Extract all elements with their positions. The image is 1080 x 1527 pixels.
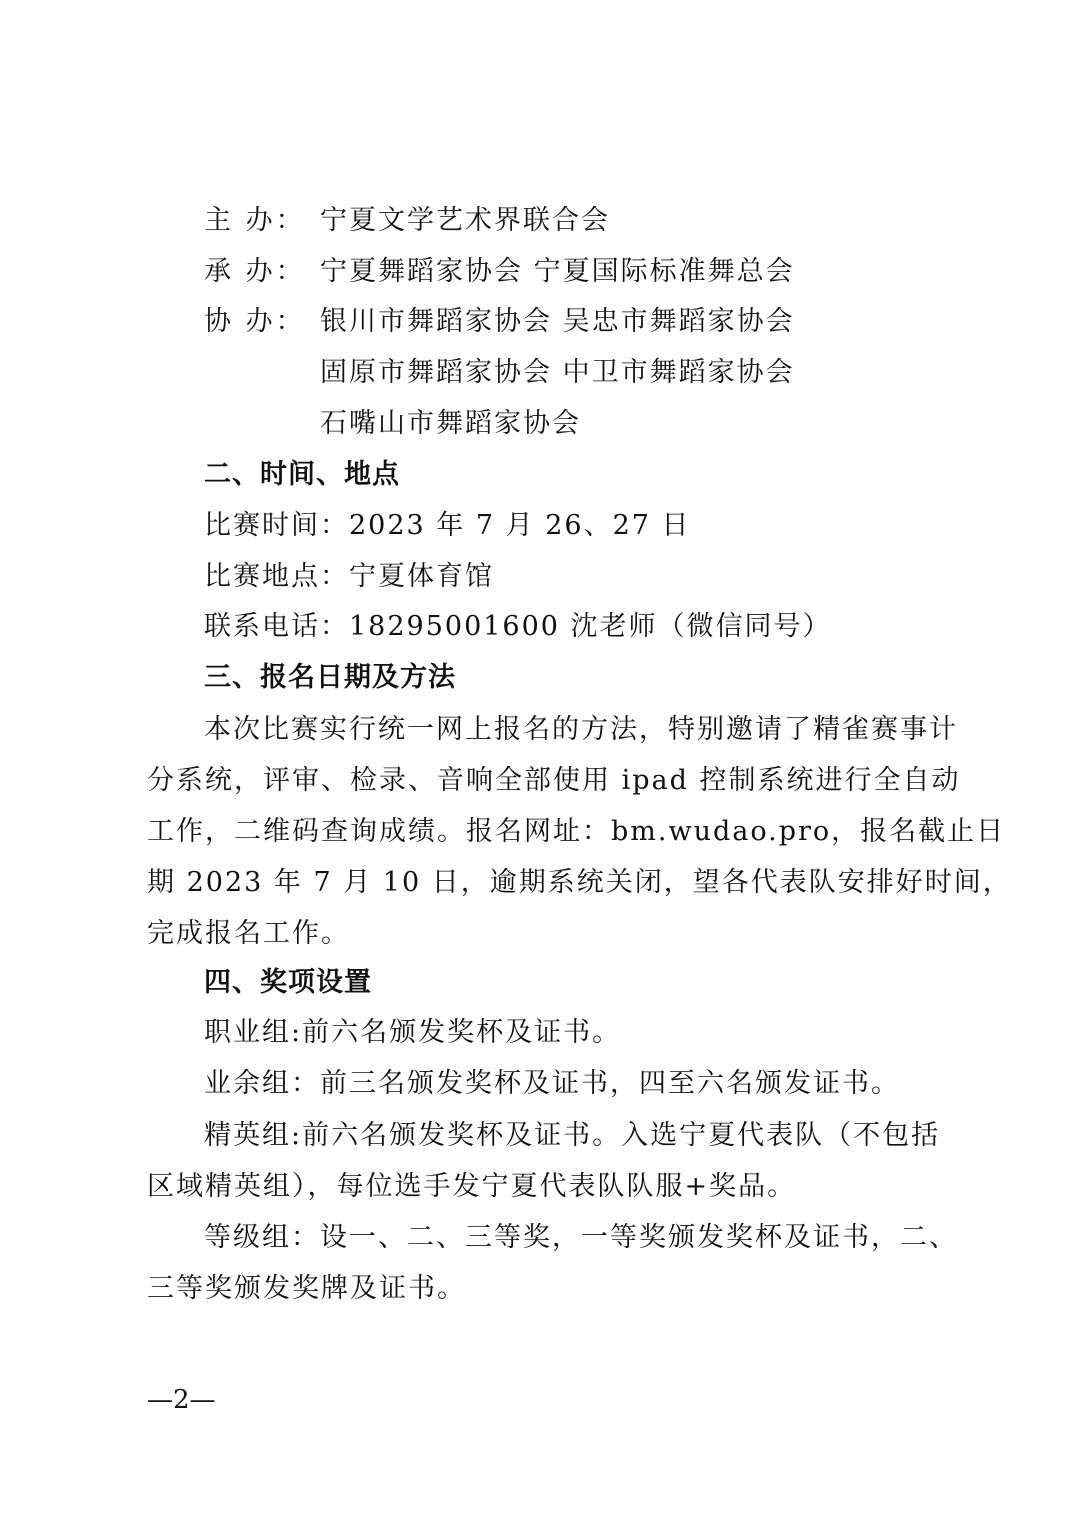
organizer-co-value-3: 石嘴山市舞蹈家协会 [320, 408, 581, 439]
award-elite-line: 精英组:前六名颁发奖杯及证书。入选宁夏代表队（不包括 [204, 1120, 941, 1151]
organizer-host-label: 主 办： [204, 205, 306, 236]
award-elite-line: 区域精英组），每位选手发宁夏代表队队服+奖品。 [147, 1171, 797, 1202]
registration-line: 分系统，评审、检录、音响全部使用 ipad 控制系统进行全自动 [147, 765, 961, 796]
award-elite [147, 1110, 947, 1212]
registration-line: 完成报名工作。 [147, 918, 350, 949]
organizer-co-value-1: 银川市舞蹈家协会 吴忠市舞蹈家协会 [320, 306, 795, 337]
award-amateur: 业余组：前三名颁发奖杯及证书，四至六名颁发证书。 [204, 1068, 900, 1099]
competition-place: 比赛地点：宁夏体育馆 [204, 561, 494, 592]
award-grade-line: 三等奖颁发奖牌及证书。 [147, 1273, 466, 1304]
registration-line: 本次比赛实行统一网上报名的方法，特别邀请了精雀赛事计 [204, 714, 958, 745]
organizer-co-cont-1 [0, 348, 1080, 398]
section-heading-awards: 四、奖项设置 [204, 967, 372, 998]
organizer-undertaker [0, 247, 1080, 297]
award-grade-line: 等级组：设一、二、三等奖，一等奖颁发奖杯及证书，二、 [204, 1222, 958, 1253]
contact-phone: 联系电话：18295001600 沈老师（微信同号） [204, 611, 832, 642]
organizer-co [0, 297, 1080, 347]
award-grade [147, 1212, 958, 1314]
registration-line: 工作，二维码查询成绩。报名网址：bm.wudao.pro，报名截止日 [147, 816, 1006, 847]
organizer-undertaker-label: 承 办： [204, 256, 306, 287]
organizer-host [0, 196, 1080, 246]
registration-line: 期 2023 年 7 月 10 日，逾期系统关闭，望各代表队安排好时间， [147, 867, 1012, 898]
competition-time: 比赛时间：2023 年 7 月 26、27 日 [204, 510, 691, 541]
page-number: —2— [147, 1385, 216, 1415]
organizer-co-value-2: 固原市舞蹈家协会 中卫市舞蹈家协会 [320, 357, 795, 388]
section-heading-time-place: 二、时间、地点 [204, 459, 400, 490]
registration-paragraph [147, 704, 1012, 959]
award-professional: 职业组:前六名颁发奖杯及证书。 [204, 1017, 622, 1048]
organizer-co-cont-2 [0, 399, 1080, 449]
organizer-undertaker-value: 宁夏舞蹈家协会 宁夏国际标准舞总会 [320, 256, 795, 287]
organizer-host-value: 宁夏文学艺术界联合会 [320, 205, 610, 236]
section-heading-registration: 三、报名日期及方法 [204, 662, 456, 693]
organizer-co-label: 协 办： [204, 306, 306, 337]
